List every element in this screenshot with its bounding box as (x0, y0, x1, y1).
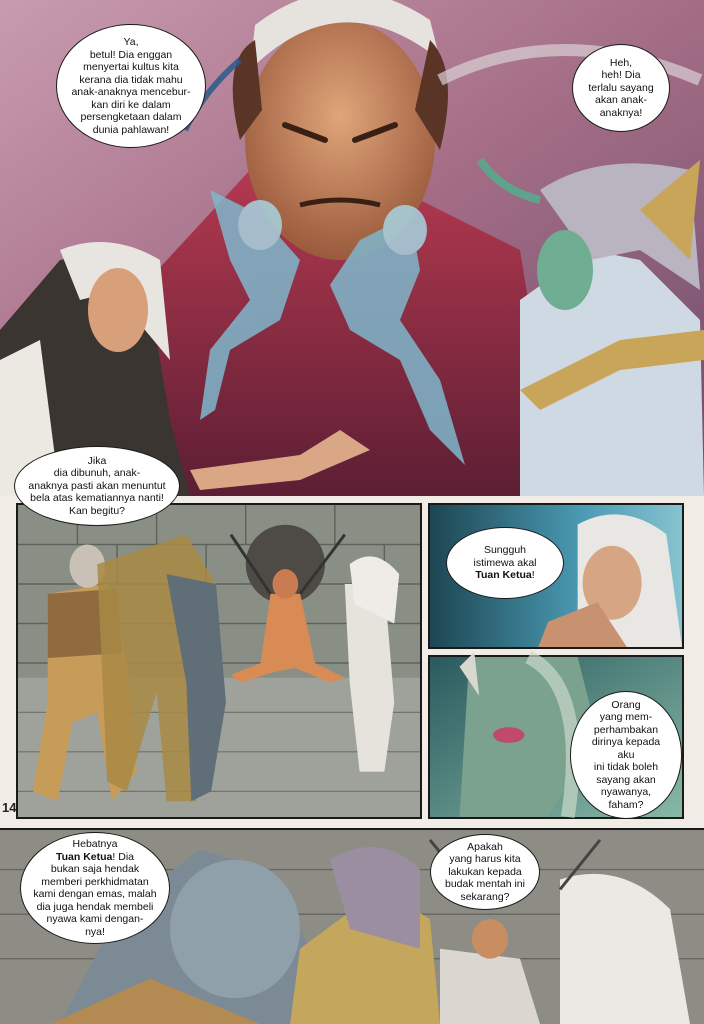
speech-text-warning: Orang yang mem- perhambakan dirinya kepada aku ini tidak boleh sayang akan nyawanya, faham? (591, 698, 661, 811)
speech-text-question: Apakah yang harus kita lakukan kepada budak mentah ini sekarang? (445, 840, 525, 903)
speech-bubble-greed (20, 832, 170, 944)
speech-text-admire: Sungguh istimewa akal Tuan Ketua! (473, 544, 537, 582)
speech-bubble-elder (56, 24, 206, 148)
speech-text-elder: Ya, betul! Dia enggan menyertai kultus kita kerana dia tidak mahu anak-anaknya mencebur- kan diri ke dalam persengketaan dalam dunia pahlawan! (71, 36, 191, 136)
speech-bubble-question (430, 834, 540, 910)
panel-2-art (18, 505, 420, 817)
speech-text-greed: Hebatnya Tuan Ketua! Dia bukan saja hendak memberi perkhidmatan kami dengan emas, malah dia juga hendak membeli nyawa kami dengan- nya! (33, 838, 157, 938)
demon-eye (493, 727, 525, 743)
page-number: 14 (2, 800, 17, 815)
speech-text-demon: Heh, heh! Dia terlalu sayang akan anak- anaknya! (588, 56, 654, 119)
panel-2-dungeon (16, 503, 422, 819)
speech-bubble-admire (446, 527, 564, 599)
speech-text-left-man: Jika dia dibunuh, anak- anaknya pasti akan menuntut bela atas kematiannya nanti! Kan begitu? (28, 454, 166, 517)
panel-5-warriors (0, 828, 704, 1024)
panel-3-admiring (428, 503, 684, 649)
speech-bubble-warning (570, 691, 682, 819)
speech-bubble-left-man (14, 446, 180, 526)
panel-4-demon-closeup (428, 655, 684, 819)
speech-bubble-demon (572, 44, 670, 132)
